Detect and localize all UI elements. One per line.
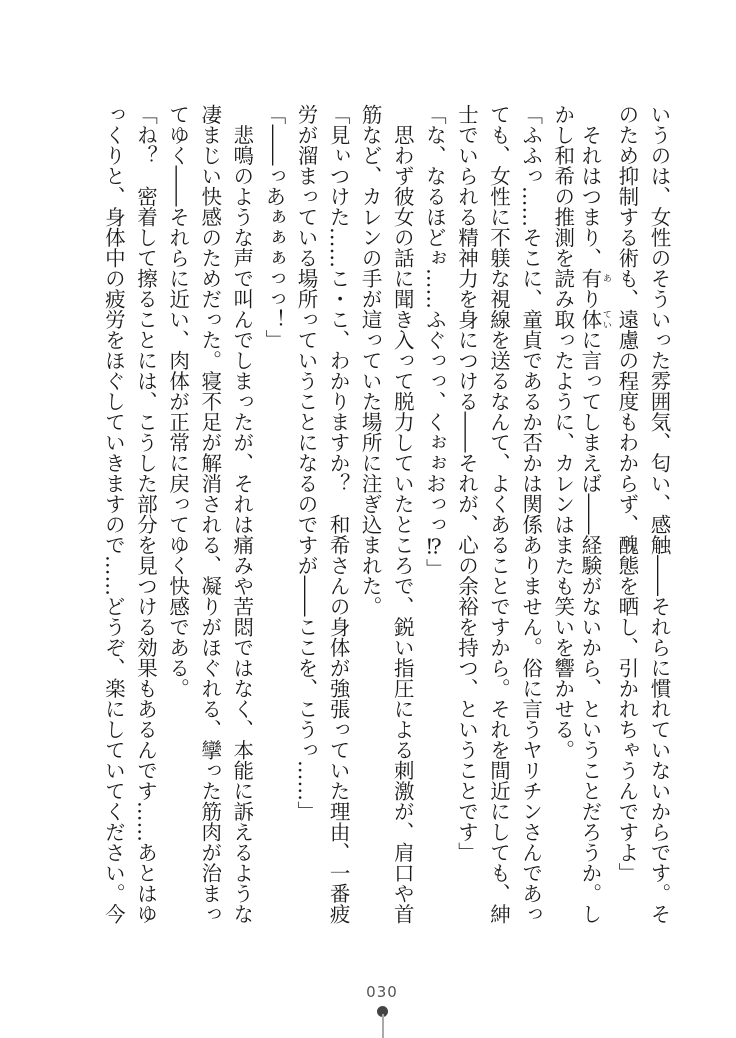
text-column: 筋など、カレンの手が這っていた場所に注ぎ込まれた。 (358, 104, 383, 617)
text-column: のため抑制する術も、遠慮の程度もわからず、醜態を晒し、引かれちゃうんですよ」 (614, 104, 639, 883)
text-column: 「ね？ 密着して擦ることには、こうした部分を見つける効果もあるんです……あとはゆ (133, 104, 158, 924)
page-marker-line (382, 1014, 384, 1038)
text-column: 「な、なるほどぉ……ふぐっっ、くぉぉおっっ⁉」 (422, 104, 447, 579)
text-column: かし和希の推測を読み取ったように、カレンはまたも笑いを響かせる。 (550, 104, 575, 760)
text-segment: に言ってしまえば――経験がないから、ということだろうか。し (577, 329, 602, 924)
text-column: 凄まじい快感のためだった。寝不足が解消される、凝りがほぐれる、攣った筋肉が治まっ (197, 104, 222, 924)
ruby-tei (577, 309, 611, 330)
ruby-text: あ (600, 268, 611, 289)
text-column: てゆく――それらに近い、肉体が正常に戻ってゆく快感である。 (165, 104, 190, 699)
text-column: 士でいられる精神力を身につける――それが、心の余裕を持つ、ということです」 (454, 104, 479, 863)
body-text (97, 104, 675, 928)
text-column: 思わず彼女の話に聞き入って脱力していたところで、鋭い指圧による刺激が、肩口や首 (390, 104, 415, 924)
text-segment: それはつまり、 (577, 104, 602, 268)
text-column: 悲鳴のような声で叫んでしまったが、それは痛みや苦悶ではなく、本能に訴えるような (229, 104, 254, 924)
text-column: いうのは、女性のそういった雰囲気、匂い、感触――それらに慣れていないからです。そ (647, 104, 671, 924)
ruby-ari (577, 268, 611, 289)
ruby-base: 体 (577, 309, 602, 330)
page-number: 030 (366, 983, 398, 1001)
text-column: っくりと、身体中の疲労をほぐしていきますので……どうぞ、楽にしていてください。今 (101, 104, 126, 924)
text-column: 「ふふっ……そこに、童貞であるか否かは関係ありません。俗に言うヤリチンさんであっ (518, 104, 543, 924)
text-column: 「見ぃつけた……こ・こ、わかりますか？ 和希さんの身体が強張っていた理由、一番疲 (326, 104, 351, 924)
text-column: ても、女性に不躾な視線を送るなんて、よくあることですから。それを間近にしても、紳 (486, 104, 511, 924)
text-column: 労が溜まっている場所っていうことになるのですが――ここを、こうっ……」 (293, 104, 318, 822)
ruby-text: てい (600, 309, 611, 330)
text-column: 「――っあぁぁぁっっ！」 (261, 104, 286, 350)
ruby-base: 有 (577, 268, 602, 289)
text-segment: り (577, 288, 602, 309)
text-column (579, 104, 611, 928)
